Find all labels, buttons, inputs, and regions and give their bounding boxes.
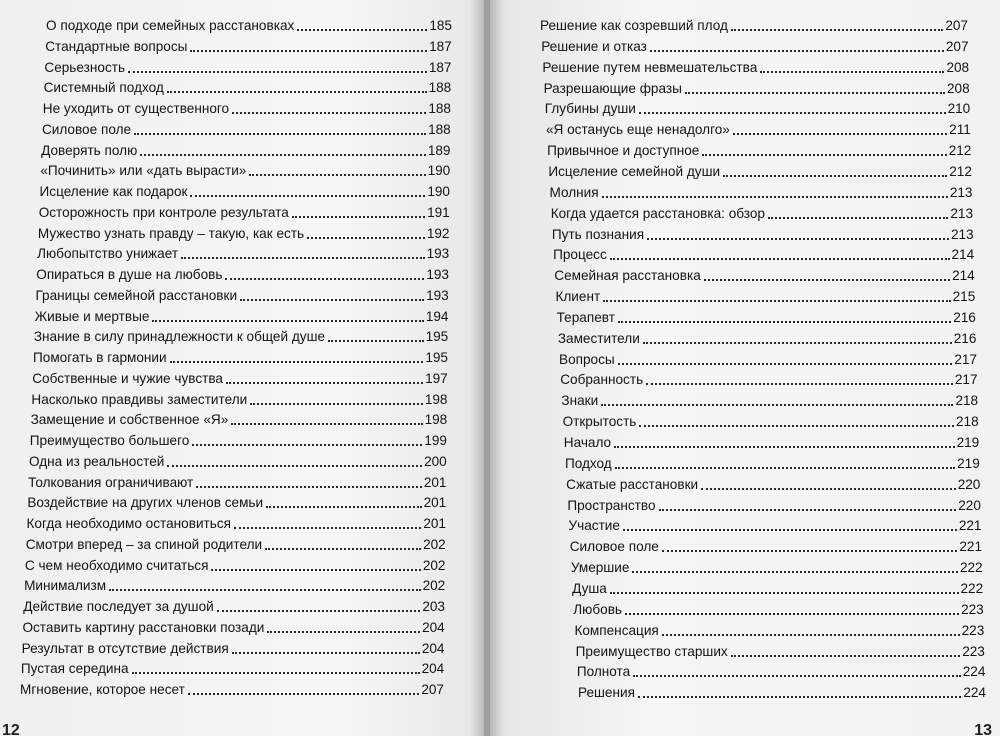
toc-entry-title: С чем необходимо считаться — [24, 557, 209, 573]
toc-leader-dots — [211, 569, 420, 571]
toc-leader-dots — [603, 300, 950, 302]
toc-entry-page: 216 — [953, 330, 977, 346]
toc-entry-title: Силовое поле — [569, 539, 659, 555]
toc-leader-dots — [618, 363, 953, 365]
toc-entry-page: 199 — [424, 433, 447, 448]
toc-leader-dots — [623, 529, 957, 531]
toc-leader-dots — [170, 361, 424, 363]
toc-leader-dots — [267, 631, 420, 633]
toc-entry-page: 217 — [954, 372, 978, 388]
toc-entry-title: Серьезность — [44, 59, 126, 75]
toc-entry-page: 207 — [945, 38, 969, 54]
toc-entry-title: Оставить картину расстановки позади — [22, 619, 265, 635]
toc-entry-title: Путь познания — [551, 226, 645, 242]
toc-entry — [547, 139, 971, 159]
toc-entry-page: 213 — [950, 205, 974, 221]
toc-entry-title: «Я останусь еще ненадолго» — [545, 122, 730, 138]
toc-entry-title: Собранность — [560, 372, 644, 388]
toc-leader-dots — [265, 548, 421, 550]
toc-entry — [40, 180, 451, 200]
toc-entry — [566, 473, 980, 493]
toc-entry-title: Умершие — [570, 560, 630, 576]
toc-entry-page: 223 — [962, 643, 985, 659]
toc-entry-title: Заместители — [557, 330, 640, 346]
toc-entry — [34, 325, 448, 345]
toc-entry-page: 203 — [422, 599, 445, 614]
toc-entry — [32, 367, 448, 387]
toc-entry — [21, 657, 444, 677]
toc-leader-dots — [217, 610, 421, 612]
toc-entry-page: 210 — [947, 101, 971, 117]
toc-entry — [41, 139, 450, 159]
toc-entry-title: Сжатые расстановки — [566, 476, 699, 492]
toc-entry-title: Вопросы — [559, 351, 615, 367]
toc-entry — [577, 660, 986, 680]
toc-entry-page: 193 — [426, 246, 450, 262]
toc-entry — [44, 56, 451, 76]
toc-entry — [576, 640, 985, 660]
toc-entry-title: Доверять полю — [41, 142, 138, 158]
toc-entry-title: Когда удается расстановка: обзор — [550, 205, 765, 221]
toc-entry-title: Знание в силу принадлежности к общей душе — [33, 329, 326, 345]
right-page — [490, 0, 1000, 736]
toc-entry-title: Начало — [563, 435, 612, 450]
toc-entry-page: 198 — [424, 391, 448, 407]
toc-leader-dots — [731, 29, 943, 31]
toc-leader-dots — [109, 589, 420, 591]
toc-entry-page: 202 — [422, 578, 446, 594]
toc-entry-title: Смотри вперед – за спиной родители — [25, 536, 263, 552]
toc-leader-dots — [232, 112, 426, 114]
toc-entry — [550, 181, 973, 201]
toc-entry-title: Собственные и чужие чувства — [32, 370, 223, 386]
left-page — [0, 0, 484, 736]
toc-entry-title: Исцеление как подарок — [39, 184, 188, 199]
toc-entry — [560, 368, 977, 388]
toc-entry-title: Стандартные вопросы — [45, 38, 188, 54]
toc-entry — [27, 512, 447, 532]
toc-entry-title: Клиент — [555, 289, 601, 305]
toc-leader-dots — [181, 257, 425, 259]
toc-entry — [44, 76, 452, 96]
toc-entry — [572, 577, 983, 597]
toc-entry — [40, 159, 450, 179]
toc-entry-page: 207 — [945, 18, 968, 33]
toc-entry-title: Решение как созревший плод — [540, 18, 728, 33]
toc-entry — [26, 533, 446, 553]
toc-entry-title: Душа — [572, 580, 607, 596]
toc-entry — [545, 97, 971, 117]
toc-leader-dots — [646, 383, 953, 385]
toc-entry-page: 201 — [423, 516, 446, 531]
toc-entry-page: 192 — [426, 225, 450, 241]
toc-entry — [24, 574, 445, 594]
toc-leader-dots — [685, 92, 945, 94]
toc-leader-dots — [188, 693, 419, 695]
toc-leader-dots — [638, 696, 961, 698]
toc-entry — [565, 452, 980, 472]
toc-leader-dots — [167, 91, 427, 93]
toc-entry-title: Воздействие на других членов семьи — [27, 495, 264, 511]
toc-entry — [553, 243, 974, 263]
toc-entry-page: 194 — [425, 308, 449, 324]
toc-entry — [561, 389, 978, 409]
toc-leader-dots — [292, 216, 425, 218]
toc-entry — [42, 118, 451, 138]
toc-entry-title: Насколько правдивы заместители — [31, 391, 248, 407]
toc-leader-dots — [760, 71, 944, 73]
toc-leader-dots — [250, 403, 423, 405]
toc-entry-page: 207 — [421, 682, 444, 697]
toc-entry-title: Границы семейной расстановки — [35, 287, 238, 303]
toc-leader-dots — [643, 342, 952, 344]
toc-leader-dots — [232, 652, 420, 654]
toc-entry-title: Минимализм — [24, 578, 107, 594]
toc-entry — [569, 514, 982, 534]
toc-leader-dots — [249, 174, 425, 176]
toc-leader-dots — [618, 321, 951, 323]
toc-entry-page: 200 — [424, 453, 447, 469]
toc-entry-page: 214 — [951, 247, 975, 263]
toc-entry — [557, 306, 976, 326]
toc-entry-page: 188 — [428, 121, 451, 137]
toc-entry — [45, 35, 452, 55]
toc-entry — [551, 202, 973, 222]
toc-leader-dots — [633, 675, 961, 677]
toc-entry-title: Одна из реальностей — [28, 453, 165, 469]
toc-entry-title: Системный подход — [43, 80, 164, 96]
toc-entry-page: 223 — [961, 622, 985, 638]
toc-entry-page: 224 — [963, 685, 986, 701]
toc-leader-dots — [266, 506, 421, 508]
toc-entry — [31, 388, 447, 408]
toc-entry-title: Любовь — [573, 601, 623, 617]
toc-entry-title: Не уходить от существенного — [42, 101, 230, 116]
toc-entry-page: 193 — [426, 267, 449, 282]
toc-leader-dots — [152, 320, 423, 322]
toc-entry-title: Результат в отсутствие действия — [21, 640, 229, 656]
toc-leader-dots — [192, 444, 422, 446]
toc-entry — [541, 35, 968, 55]
toc-leader-dots — [140, 154, 426, 156]
toc-leader-dots — [610, 592, 959, 594]
toc-leader-dots — [731, 655, 960, 657]
toc-leader-dots — [659, 509, 957, 511]
toc-entry — [571, 556, 983, 576]
toc-leader-dots — [723, 175, 947, 177]
toc-entry-page: 221 — [958, 518, 982, 534]
toc-entry-title: Пустая середина — [20, 661, 129, 677]
toc-leader-dots — [240, 299, 424, 301]
toc-entry-page: 222 — [959, 560, 983, 576]
toc-entry-page: 188 — [428, 80, 452, 96]
toc-entry-page: 215 — [952, 289, 976, 305]
toc-entry-page: 213 — [950, 226, 974, 242]
toc-entry-title: Открытость — [562, 414, 637, 430]
toc-leader-dots — [167, 465, 422, 467]
toc-leader-dots — [615, 467, 955, 469]
toc-entry — [37, 242, 449, 262]
toc-entry — [30, 429, 447, 449]
toc-entry-page: 212 — [949, 163, 972, 179]
toc-leader-dots — [226, 382, 423, 384]
toc-entry-page: 197 — [425, 370, 448, 386]
toc-leader-dots — [134, 133, 426, 135]
toc-leader-dots — [307, 237, 425, 239]
toc-leader-dots — [639, 112, 946, 114]
toc-leader-dots — [614, 446, 954, 448]
toc-leader-dots — [601, 404, 953, 406]
toc-entry — [31, 408, 448, 428]
toc-leader-dots — [190, 50, 427, 52]
toc-entry — [35, 305, 449, 325]
toc-entry-page: 191 — [427, 204, 450, 220]
toc-entry — [559, 348, 977, 368]
toc-leader-dots — [662, 550, 958, 552]
toc-entry-page: 190 — [427, 184, 450, 199]
toc-entry-page: 224 — [962, 664, 986, 680]
toc-entry-page: 219 — [957, 455, 980, 471]
toc-entry — [574, 619, 984, 639]
toc-entry-page: 185 — [429, 18, 452, 33]
toc-entry-title: Преимущество старших — [575, 643, 728, 659]
toc-entry-title: Подход — [564, 455, 612, 471]
toc-entry-page: 208 — [947, 80, 970, 96]
toc-entry-title: Силовое поле — [41, 121, 132, 137]
toc-entry-page: 198 — [424, 412, 448, 428]
toc-entry-page: 204 — [422, 619, 445, 635]
toc-leader-dots — [704, 279, 950, 281]
right-page-number: 13 — [974, 722, 992, 736]
toc-leader-dots — [328, 340, 424, 342]
toc-entry — [563, 410, 979, 430]
toc-entry-title: Мужество узнать правду – такую, как есть — [37, 225, 305, 241]
toc-entry-title: Замещение и собственное «Я» — [30, 412, 229, 428]
toc-entry — [25, 554, 446, 574]
toc-entry-page: 214 — [952, 268, 975, 284]
toc-leader-dots — [231, 423, 422, 425]
toc-entry-page: 222 — [960, 580, 984, 596]
toc-entry-title: Терапевт — [556, 309, 615, 325]
toc-entry — [22, 637, 445, 657]
toc-entry-title: Привычное и доступное — [547, 143, 700, 159]
toc-entry-page: 189 — [427, 142, 451, 158]
toc-entry-page: 202 — [422, 557, 446, 573]
toc-entry — [22, 616, 444, 636]
toc-entry — [540, 14, 968, 34]
toc-entry-page: 212 — [948, 143, 972, 159]
toc-leader-dots — [650, 50, 944, 52]
toc-entry-page: 195 — [425, 350, 448, 365]
toc-entry-title: Разрешающие фразы — [543, 80, 682, 96]
toc-entry — [20, 678, 444, 698]
toc-entry-page: 201 — [423, 495, 447, 511]
toc-leader-dots — [662, 634, 960, 636]
toc-leader-dots — [768, 217, 948, 219]
left-page-number: 12 — [2, 722, 20, 736]
toc-entry — [23, 595, 445, 615]
toc-entry-page: 208 — [946, 59, 970, 75]
toc-entry-title: Действие последует за душой — [23, 599, 214, 614]
toc-leader-dots — [128, 71, 427, 73]
toc-entry-page: 187 — [429, 38, 452, 54]
toc-entry-title: Помогать в гармонии — [33, 350, 167, 365]
toc-leader-dots — [702, 154, 946, 156]
toc-entry-title: Мгновение, которое несет — [20, 682, 185, 697]
toc-entry-title: Глубины души — [544, 101, 636, 117]
toc-entry — [546, 118, 971, 138]
toc-leader-dots — [733, 133, 947, 135]
toc-leader-dots — [190, 195, 425, 197]
toc-entry — [28, 471, 446, 491]
toc-entry-title: О подходе при семейных расстановках — [46, 18, 295, 33]
toc-entry-title: Решение путем невмешательства — [542, 59, 758, 75]
toc-entry-title: Компенсация — [574, 622, 659, 638]
toc-entry-title: Опираться в душе на любовь — [36, 267, 223, 282]
toc-entry-title: Решение и отказ — [541, 38, 647, 54]
toc-entry-title: Пространство — [567, 497, 656, 513]
toc-entry-title: Осторожность при контроле результата — [38, 204, 289, 220]
toc-entry-title: Исцеление семейной души — [548, 163, 721, 179]
toc-entry — [548, 160, 972, 180]
toc-entry-page: 216 — [953, 309, 976, 325]
toc-leader-dots — [132, 672, 420, 674]
toc-entry-page: 213 — [949, 184, 973, 200]
toc-leader-dots — [196, 486, 422, 488]
toc-entry-title: Живые и мертвые — [34, 308, 150, 324]
toc-entry-page: 187 — [428, 59, 452, 75]
toc-entry-page: 201 — [423, 474, 447, 490]
toc-entry-page: 188 — [428, 101, 451, 116]
toc-entry — [573, 598, 984, 618]
toc-entry-page: 195 — [425, 329, 449, 345]
toc-entry-page: 221 — [959, 539, 983, 555]
toc-entry — [578, 681, 986, 701]
toc-entry-page: 218 — [955, 393, 979, 409]
toc-entry-title: Семейная расстановка — [554, 268, 701, 284]
toc-entry — [43, 97, 451, 117]
toc-entry-title: Молния — [549, 184, 599, 200]
toc-entry-page: 211 — [949, 122, 971, 138]
toc-entry-title: «Починить» или «дать вырасти» — [40, 163, 247, 179]
toc-entry — [27, 491, 446, 511]
toc-entry — [544, 77, 970, 97]
toc-entry-page: 219 — [956, 435, 980, 450]
toc-entry-page: 202 — [423, 536, 446, 552]
toc-entry-page: 220 — [957, 476, 981, 492]
toc-entry — [542, 56, 969, 76]
toc-entry — [36, 263, 449, 283]
toc-entry — [39, 201, 450, 221]
toc-entry-title: Толкования ограничивают — [28, 474, 194, 490]
toc-entry-title: Преимущество большего — [29, 433, 190, 448]
toc-entry — [567, 494, 981, 514]
toc-entry — [46, 14, 452, 34]
toc-leader-dots — [225, 278, 424, 280]
toc-entry — [33, 346, 448, 366]
toc-entry-title: Любопытство унижает — [37, 246, 179, 262]
toc-entry — [558, 327, 977, 347]
toc-entry-page: 218 — [956, 414, 979, 430]
toc-leader-dots — [639, 425, 954, 427]
toc-leader-dots — [297, 29, 427, 31]
toc-entry-title: Знаки — [561, 393, 599, 409]
toc-entry-title: Когда необходимо остановиться — [26, 516, 232, 531]
toc-entry — [570, 535, 982, 555]
toc-entry-page: 217 — [954, 351, 977, 367]
toc-entry-page: 220 — [958, 497, 981, 513]
toc-leader-dots — [602, 196, 948, 198]
toc-leader-dots — [701, 488, 956, 490]
toc-leader-dots — [647, 238, 949, 240]
toc-entry-title: Участие — [568, 518, 620, 534]
toc-leader-dots — [234, 527, 421, 529]
toc-entry-page: 193 — [426, 287, 449, 303]
toc-entry-page: 190 — [427, 163, 451, 179]
toc-entry — [38, 222, 450, 242]
toc-entry-title: Полнота — [576, 664, 631, 680]
toc-entry-title: Решения — [578, 685, 635, 701]
toc-entry-page: 204 — [421, 640, 445, 656]
toc-entry-page: 223 — [961, 601, 984, 617]
toc-entry — [35, 284, 448, 304]
toc-entry — [555, 285, 975, 305]
toc-entry — [552, 223, 974, 243]
toc-entry-title: Процесс — [553, 247, 607, 263]
toc-leader-dots — [632, 571, 958, 573]
toc-entry — [564, 431, 980, 451]
toc-entry-page: 204 — [421, 661, 445, 677]
toc-entry — [29, 450, 447, 470]
toc-entry — [554, 264, 975, 284]
toc-leader-dots — [625, 613, 959, 615]
toc-leader-dots — [610, 258, 950, 260]
